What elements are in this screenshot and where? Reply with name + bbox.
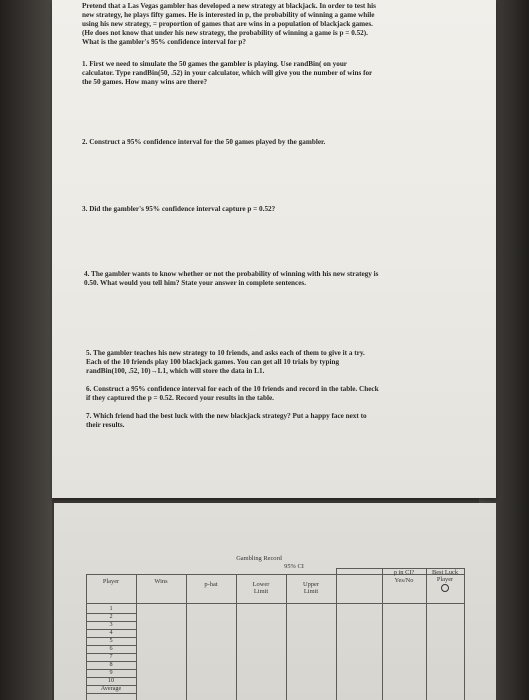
- happy-face-icon: [441, 584, 449, 592]
- intro-line-2: new strategy, he plays fifty games. He is interested in p, the probability of winning a game while: [82, 11, 375, 19]
- intro-line-3: using his new strategy, = proportion of games that are wins in a population of blackjack games.: [82, 20, 373, 28]
- header-lower-2: Limit: [253, 588, 269, 595]
- table-page: [54, 503, 496, 700]
- intro-line-5: What is the gambler's 95% confidence interval for p?: [82, 38, 246, 46]
- table-vline: [426, 568, 427, 700]
- row-label-8: 8: [109, 661, 113, 668]
- table-vline: [382, 568, 383, 700]
- table-hline: [86, 693, 136, 694]
- header-best-luck-1: Best Luck: [431, 569, 459, 576]
- question-7-line-2: their results.: [86, 421, 125, 429]
- table-ci-label: 95% CI: [284, 563, 304, 570]
- row-label-4: 4: [109, 629, 113, 636]
- table-title: Gambling Record: [236, 555, 282, 562]
- intro-line-1: Pretend that a Las Vegas gambler has developed a new strategy at blackjack. In order to test his: [82, 2, 376, 10]
- worksheet-page: [52, 0, 496, 498]
- question-4-line-1: 4. The gambler wants to know whether or not the probability of winning with his new strategy is: [84, 270, 379, 278]
- header-upper-2: Limit: [303, 588, 319, 595]
- question-6-line-1: 6. Construct a 95% confidence interval for each of the 10 friends and record in the table. Check: [86, 385, 379, 393]
- question-2: 2. Construct a 95% confidence interval for the 50 games played by the gambler.: [82, 138, 326, 146]
- header-best-luck-2: Player: [436, 576, 454, 583]
- header-lower-1: Lower: [252, 581, 270, 588]
- question-1-line-1: 1. First we need to simulate the 50 games the gambler is playing. Use randBin( on your: [82, 60, 348, 68]
- table-vline: [336, 568, 337, 700]
- question-3: 3. Did the gambler's 95% confidence interval capture p = 0.52?: [82, 205, 276, 213]
- row-label-2: 2: [109, 613, 113, 620]
- table-vline: [136, 574, 137, 700]
- row-label-3: 3: [109, 621, 113, 628]
- header-p-in-ci: p in CI?: [393, 569, 415, 576]
- question-5-line-2: Each of the 10 friends play 100 blackjack games. You can get all 10 trials by typing: [86, 358, 340, 366]
- row-label-6: 6: [109, 645, 113, 652]
- background-left: [0, 0, 52, 700]
- row-label-7: 7: [109, 653, 113, 660]
- header-phat: p-hat: [204, 581, 218, 588]
- header-yes-no: Yes/No: [394, 577, 414, 584]
- intro-line-4: (He does not know that under his new strategy, the probability of winning a game is p = 0.52).: [82, 29, 368, 37]
- row-label-average: Average: [100, 685, 122, 692]
- question-7-line-1: 7. Which friend had the best luck with the new blackjack strategy? Put a happy face next to: [86, 412, 367, 420]
- header-player: Player: [102, 578, 120, 585]
- question-5-line-1: 5. The gambler teaches his new strategy to 10 friends, and asks each of them to give it a try.: [86, 349, 365, 357]
- row-label-10: 10: [107, 677, 115, 684]
- row-label-5: 5: [109, 637, 113, 644]
- question-4-line-2: 0.50. What would you tell him? State your answer in complete sentences.: [84, 279, 307, 287]
- question-6-line-2: if they captured the p = 0.52. Record your results in the table.: [86, 394, 274, 402]
- question-5-line-3: randBin(100, .52, 10)→L1, which will store the data in L1.: [86, 367, 265, 375]
- question-1-line-3: the 50 games. How many wins are there?: [82, 78, 208, 86]
- row-label-1: 1: [109, 605, 113, 612]
- row-label-9: 9: [109, 669, 113, 676]
- question-1-line-2: calculator. Type randBin(50, .52) in your calculator, which will give you the number of wins for: [82, 69, 373, 77]
- table-vline: [186, 574, 187, 700]
- table-vline: [464, 568, 465, 700]
- gambling-record-table: [60, 551, 490, 700]
- header-wins: Wins: [154, 578, 168, 585]
- header-upper-1: Upper: [303, 581, 319, 588]
- table-hline: [86, 603, 465, 604]
